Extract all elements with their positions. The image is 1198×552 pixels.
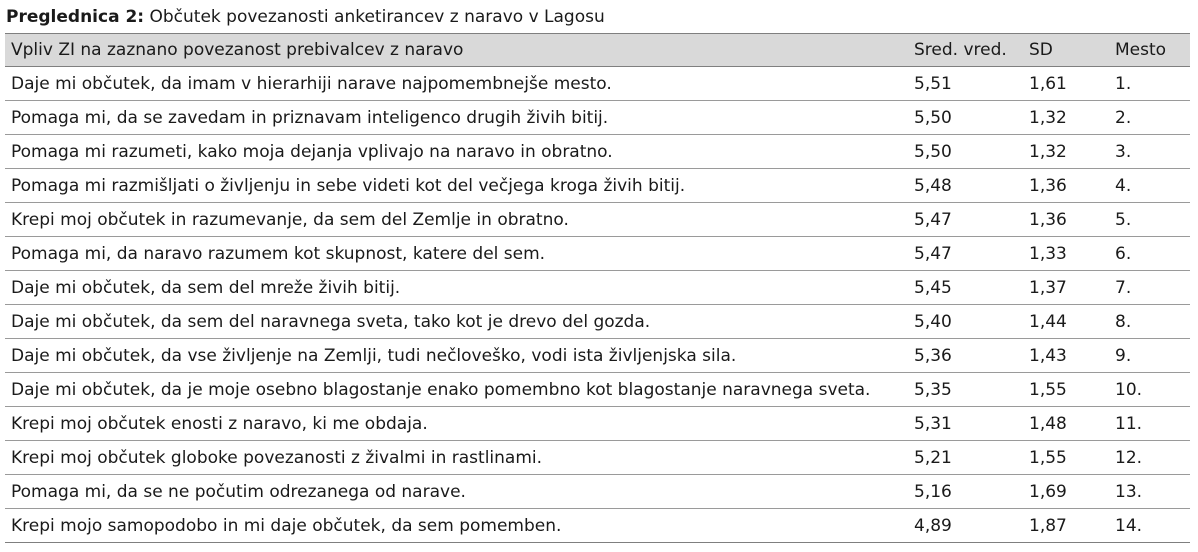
cell-rank: 3. <box>1107 135 1190 169</box>
cell-statement: Pomaga mi razmišljati o življenju in sebe videti kot del večjega kroga živih bitij. <box>5 169 910 203</box>
table-body <box>5 67 1190 543</box>
header-mean: Sred. vred. <box>910 34 1021 67</box>
cell-sd: 1,44 <box>1021 305 1107 339</box>
cell-rank: 11. <box>1107 407 1190 441</box>
cell-sd: 1,48 <box>1021 407 1107 441</box>
cell-statement: Daje mi občutek, da imam v hierarhiji narave najpomembnejše mesto. <box>5 67 910 101</box>
table-row <box>5 441 1190 475</box>
cell-statement: Pomaga mi, da se zavedam in priznavam inteligenco drugih živih bitij. <box>5 101 910 135</box>
table-row <box>5 135 1190 169</box>
cell-rank: 9. <box>1107 339 1190 373</box>
cell-mean: 5,45 <box>910 271 1021 305</box>
caption-text: Občutek povezanosti anketirancev z naravo v Lagosu <box>149 7 605 27</box>
cell-sd: 1,55 <box>1021 373 1107 407</box>
cell-rank: 5. <box>1107 203 1190 237</box>
cell-statement: Daje mi občutek, da sem del mreže živih bitij. <box>5 271 910 305</box>
cell-sd: 1,87 <box>1021 509 1107 543</box>
cell-rank: 4. <box>1107 169 1190 203</box>
header-row <box>5 34 1190 67</box>
cell-sd: 1,36 <box>1021 203 1107 237</box>
table-row <box>5 203 1190 237</box>
cell-mean: 5,40 <box>910 305 1021 339</box>
header-rank: Mesto <box>1107 34 1190 67</box>
cell-rank: 6. <box>1107 237 1190 271</box>
cell-statement: Pomaga mi, da se ne počutim odrezanega od narave. <box>5 475 910 509</box>
cell-mean: 5,21 <box>910 441 1021 475</box>
cell-sd: 1,36 <box>1021 169 1107 203</box>
cell-rank: 13. <box>1107 475 1190 509</box>
table-row <box>5 509 1190 543</box>
table-caption <box>6 4 605 30</box>
header-statement: Vpliv ZI na zaznano povezanost prebivalcev z naravo <box>5 34 910 67</box>
cell-statement: Krepi moj občutek globoke povezanosti z živalmi in rastlinami. <box>5 441 910 475</box>
cell-sd: 1,55 <box>1021 441 1107 475</box>
caption-label: Preglednica 2: <box>6 7 145 27</box>
table-row <box>5 373 1190 407</box>
cell-statement: Pomaga mi razumeti, kako moja dejanja vplivajo na naravo in obratno. <box>5 135 910 169</box>
cell-sd: 1,37 <box>1021 271 1107 305</box>
cell-statement: Daje mi občutek, da vse življenje na Zemlji, tudi nečloveško, vodi ista življenjska sila. <box>5 339 910 373</box>
cell-mean: 4,89 <box>910 509 1021 543</box>
cell-mean: 5,35 <box>910 373 1021 407</box>
cell-statement: Daje mi občutek, da je moje osebno blagostanje enako pomembno kot blagostanje naravnega sveta. <box>5 373 910 407</box>
cell-sd: 1,32 <box>1021 101 1107 135</box>
table-row <box>5 101 1190 135</box>
cell-statement: Krepi mojo samopodobo in mi daje občutek, da sem pomemben. <box>5 509 910 543</box>
cell-mean: 5,47 <box>910 237 1021 271</box>
cell-mean: 5,36 <box>910 339 1021 373</box>
table-row <box>5 475 1190 509</box>
cell-mean: 5,16 <box>910 475 1021 509</box>
cell-mean: 5,50 <box>910 101 1021 135</box>
cell-sd: 1,69 <box>1021 475 1107 509</box>
cell-sd: 1,43 <box>1021 339 1107 373</box>
table-row <box>5 339 1190 373</box>
cell-rank: 2. <box>1107 101 1190 135</box>
cell-mean: 5,51 <box>910 67 1021 101</box>
table-row <box>5 169 1190 203</box>
table-row <box>5 67 1190 101</box>
cell-rank: 10. <box>1107 373 1190 407</box>
cell-mean: 5,50 <box>910 135 1021 169</box>
cell-rank: 12. <box>1107 441 1190 475</box>
table-row <box>5 237 1190 271</box>
cell-statement: Krepi moj občutek enosti z naravo, ki me obdaja. <box>5 407 910 441</box>
cell-sd: 1,61 <box>1021 67 1107 101</box>
table-row <box>5 407 1190 441</box>
cell-mean: 5,31 <box>910 407 1021 441</box>
cell-sd: 1,33 <box>1021 237 1107 271</box>
cell-statement: Pomaga mi, da naravo razumem kot skupnost, katere del sem. <box>5 237 910 271</box>
table-header <box>5 34 1190 67</box>
cell-mean: 5,48 <box>910 169 1021 203</box>
table-row <box>5 271 1190 305</box>
cell-mean: 5,47 <box>910 203 1021 237</box>
cell-statement: Daje mi občutek, da sem del naravnega sveta, tako kot je drevo del gozda. <box>5 305 910 339</box>
cell-sd: 1,32 <box>1021 135 1107 169</box>
cell-rank: 8. <box>1107 305 1190 339</box>
table-row <box>5 305 1190 339</box>
cell-rank: 1. <box>1107 67 1190 101</box>
results-table <box>5 33 1190 543</box>
cell-statement: Krepi moj občutek in razumevanje, da sem del Zemlje in obratno. <box>5 203 910 237</box>
cell-rank: 14. <box>1107 509 1190 543</box>
cell-rank: 7. <box>1107 271 1190 305</box>
header-sd: SD <box>1021 34 1107 67</box>
